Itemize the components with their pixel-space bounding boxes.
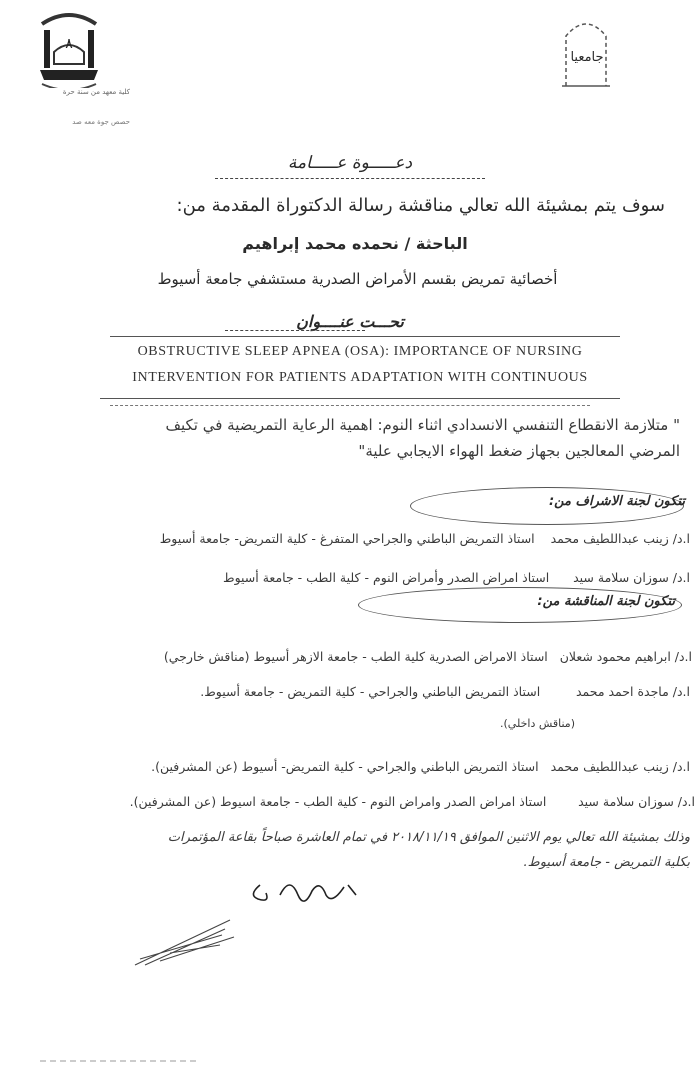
supervisor-row [10, 531, 690, 546]
member-title: استاذ الامراض الصدرية كلية الطب - جامعة الازهر أسيوط (مناقش خارجي) [163, 649, 548, 664]
examiners-heading: تتكون لجنة المناقشة من: [537, 594, 675, 609]
examiner-row [10, 759, 690, 774]
divider [225, 330, 365, 331]
supervisors-heading: تتكون لجنة الاشراف من: [548, 494, 685, 509]
member-title: استاذ التمريض الباطني والجراحي - كلية التمريض- أسيوط (عن المشرفين). [151, 759, 539, 774]
arabic-title-line-1: " متلازمة الانقطاع التنفسي الانسدادي اثناء النوم: اهمية الرعاية التمريضية في تكيف [165, 416, 680, 434]
member-name: ا.د/ ابراهيم محمود شعلان [559, 649, 692, 664]
member-name: ا.د/ سوزان سلامة سيد [573, 570, 690, 585]
member-title: استاذ التمريض الباطني والجراحي المتفرغ - كلية التمريض- جامعة أسيوط [159, 531, 535, 546]
signature-icon [240, 865, 370, 925]
closing-line-1: وذلك بمشيئة الله تعالي يوم الاثنين الموافق ٢٠١٨/١١/١٩ في تمام العاشرة صباحاً بقاعة المؤتمرات [167, 830, 690, 845]
researcher-line: الباحثة / نحمده محمد إبراهيم [242, 234, 468, 253]
divider [110, 336, 620, 337]
intro-line: سوف يتم بمشيئة الله تعالي مناقشة رسالة الدكتوراة المقدمة من: [176, 195, 665, 216]
examiner-row [10, 794, 695, 809]
supervisor-row [10, 570, 690, 585]
closing-line-2: بكلية التمريض - جامعة أسيوط. [523, 855, 690, 870]
signature-icon [130, 915, 240, 970]
divider [215, 178, 485, 179]
member-name: ا.د/ ماجدة احمد محمد [575, 684, 690, 699]
examiner-role-note: (مناقش داخلي). [500, 717, 575, 730]
arabic-title-line-2: المرضي المعالجين بجهاز ضغط الهواء الايجابي علية" [358, 442, 680, 460]
invitation-title: دعـــــوة عـــــامة [287, 153, 413, 173]
member-name: ا.د/ زينب عبداللطيف محمد [550, 759, 690, 774]
faculty-logo-icon [34, 8, 104, 88]
member-title: استاذ امراض الصدر وأمراض النوم - كلية الطب - جامعة أسيوط [223, 570, 550, 585]
thesis-title-heading: تحـــت عنــــوان [296, 312, 404, 331]
examiner-row [10, 684, 690, 699]
svg-text:٨: ٨ [65, 36, 73, 52]
member-title: استاذ امراض الصدر وامراض النوم - كلية الطب - جامعة اسيوط (عن المشرفين). [129, 794, 547, 809]
university-logo-text: جامعيا [570, 50, 604, 65]
divider [100, 398, 620, 399]
member-title: استاذ التمريض الباطني والجراحي - كلية التمريض - جامعة أسيوط. [200, 684, 541, 699]
examiner-row [10, 649, 692, 664]
logo-caption-1: كلية معهد من سنة حرة [62, 88, 130, 96]
english-title-line-2: INTERVENTION FOR PATIENTS ADAPTATION WITH CONTINUOUS [132, 370, 588, 385]
english-title-line-1: OBSTRUCTIVE SLEEP APNEA (OSA): IMPORTANCE OF NURSING [137, 344, 583, 359]
divider [110, 405, 590, 406]
member-name: ا.د/ سوزان سلامة سيد [578, 794, 695, 809]
scan-artifact [40, 1058, 200, 1063]
position-line: أخصائية تمريض بقسم الأمراض الصدرية مستشفي جامعة أسيوط [157, 270, 558, 288]
logo-caption-2: حصص جوة معه صد [72, 118, 130, 126]
member-name: ا.د/ زينب عبداللطيف محمد [550, 531, 690, 546]
